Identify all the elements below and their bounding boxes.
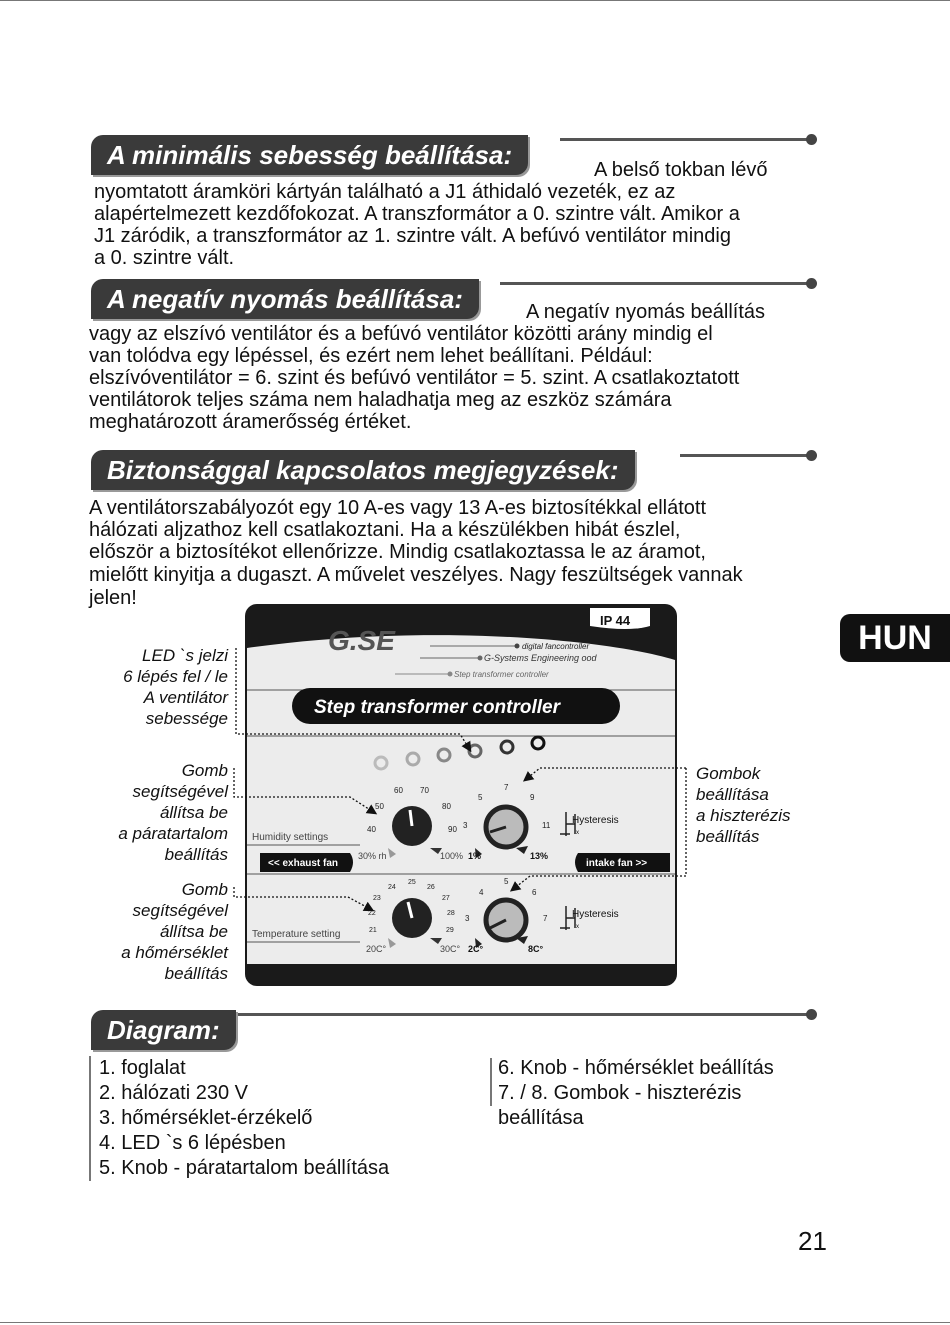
neg-pressure-line-3: van tolódva egy lépéssel, és ezért nem lehet beállítani. Például: <box>89 345 653 367</box>
annotation-line: beállítás <box>164 964 228 983</box>
hyst2-tick: 6 <box>532 888 537 897</box>
hysteresis-x-2: x <box>576 924 579 930</box>
humidity-tick: 80 <box>442 802 451 811</box>
list-item: 7. / 8. Gombok - hiszterézis <box>498 1082 742 1104</box>
brand-line-1: digital fancontroller <box>522 642 590 651</box>
annotation-humidity-knob <box>90 760 228 865</box>
list-item: 2. hálózati 230 V <box>99 1082 248 1104</box>
device-logo: G.SE <box>328 625 395 656</box>
temp-tick: 25 <box>408 879 416 886</box>
annotation-line: a páratartalom <box>118 824 228 843</box>
list-item: 5. Knob - páratartalom beállítása <box>99 1157 390 1179</box>
annotation-line: Gombok <box>696 764 761 783</box>
hyst1-tick: 11 <box>542 821 551 830</box>
controller-panel-illustration <box>230 600 695 990</box>
annotation-hysteresis <box>696 763 790 847</box>
safety-line-4: mielőtt kinyitja a dugaszt. A művelet veszélyes. Nagy feszültségek vannak <box>89 564 743 586</box>
annotation-line: 6 lépés fel / le <box>123 667 228 686</box>
section-heading-safety: Biztonsággal kapcsolatos megjegyzések: <box>91 450 635 490</box>
temperature-setting-label: Temperature setting <box>252 929 341 940</box>
hyst2-tick: 7 <box>543 914 548 923</box>
section-rule <box>560 138 810 141</box>
list-divider <box>490 1058 492 1106</box>
rule-end-dot <box>806 134 817 145</box>
brand-line-3: Step transformer controller <box>454 670 549 679</box>
safety-line-1: A ventilátorszabályozót egy 10 A-es vagy 13 A-es biztosítékkal ellátott <box>89 497 707 519</box>
hysteresis-label-1: Hysteresis <box>572 815 619 826</box>
annotation-line: sebessége <box>145 709 228 728</box>
annotation-led <box>90 645 228 729</box>
annotation-line: a hőmérséklet <box>121 943 228 962</box>
section-rule <box>680 454 810 457</box>
annotation-temp-knob <box>90 879 228 984</box>
min-speed-line-1: A belső tokban lévő <box>594 159 768 181</box>
diagram-list-left <box>89 1056 389 1181</box>
language-tab: HUN <box>840 614 950 662</box>
hyst2-tick: 3 <box>465 914 470 923</box>
list-item: 4. LED `s 6 lépésben <box>99 1132 286 1154</box>
temp-tick: 22 <box>368 910 376 917</box>
hyst1-tick: 3 <box>463 821 468 830</box>
humidity-settings-label: Humidity settings <box>252 832 329 843</box>
annotation-line: segítségével <box>132 901 228 920</box>
section-rule <box>230 1013 810 1016</box>
hyst1-tick: 5 <box>478 793 483 802</box>
min-speed-line-5: a 0. szintre vált. <box>94 247 235 269</box>
temp-tick: 28 <box>447 910 455 917</box>
temp-tick: 23 <box>373 895 381 902</box>
neg-pressure-line-2: vagy az elszívó ventilátor és a befúvó ventilátor közötti arány mindig el <box>89 323 713 345</box>
temp-tick: 24 <box>388 884 396 891</box>
neg-pressure-line-1: A negatív nyomás beállítás <box>526 301 766 323</box>
humidity-tick: 40 <box>367 825 376 834</box>
annotation-line: állítsa be <box>159 922 228 941</box>
min-speed-line-4: J1 záródik, a transzformátor az 1. szintre vált. A befúvó ventilátor mindig <box>94 225 731 247</box>
rule-end-dot <box>806 278 817 289</box>
temp-tick: 21 <box>369 927 377 934</box>
rule-end-dot <box>806 450 817 461</box>
temp-tick: 26 <box>427 884 435 891</box>
humidity-tick: 60 <box>394 786 403 795</box>
neg-pressure-line-5: ventilátorok teljes száma nem haladhatja meg az eszköz számára <box>89 389 672 411</box>
page-top-rule <box>0 0 950 1</box>
list-item: 3. hőmérséklet-érzékelő <box>99 1107 313 1129</box>
annotation-line: a hiszterézis <box>696 806 791 825</box>
list-item: 6. Knob - hőmérséklet beállítás <box>498 1057 774 1079</box>
hyst1-min-label: 1% <box>468 851 482 861</box>
temp-tick: 29 <box>446 927 454 934</box>
section-rule <box>500 282 810 285</box>
brand-line-2: G-Systems Engineering ood <box>484 653 597 663</box>
humidity-min-label: 30% rh <box>358 851 387 861</box>
humidity-tick: 70 <box>420 786 429 795</box>
hysteresis-x-1: x <box>576 830 579 836</box>
min-speed-line-2: nyomtatott áramköri kártyán található a J1 áthidaló vezeték, ez az <box>94 181 676 203</box>
hyst1-max-label: 13% <box>530 851 549 861</box>
min-speed-line-3: alapértelmezett kezdőfokozat. A transzformátor a 0. szintre vált. Amikor a <box>94 203 740 225</box>
exhaust-fan-button[interactable]: << exhaust fan <box>268 858 339 869</box>
neg-pressure-line-6: meghatározott áramerősség értéket. <box>89 411 412 433</box>
hysteresis-label-2: Hysteresis <box>572 909 619 920</box>
section-heading-neg-pressure: A negatív nyomás beállítása: <box>91 279 479 319</box>
annotation-line: beállítás <box>696 827 760 846</box>
temp-max-label: 30C° <box>440 944 461 954</box>
annotation-line: Gomb <box>181 880 228 899</box>
list-item: beállítása <box>498 1107 584 1129</box>
rule-end-dot <box>806 1009 817 1020</box>
humidity-tick: 90 <box>448 825 457 834</box>
hyst2-tick: 4 <box>479 888 484 897</box>
neg-pressure-line-4: elszívóventilátor = 6. szint és befúvó ventilátor = 5. szint. A csatlakoztatott <box>89 367 740 389</box>
intake-fan-button[interactable]: intake fan >> <box>586 858 648 869</box>
annotation-line: segítségével <box>132 782 228 801</box>
annotation-line: LED `s jelzi <box>142 646 228 665</box>
annotation-line: beállítása <box>696 785 769 804</box>
hyst1-tick: 9 <box>530 793 535 802</box>
page-bottom-rule <box>0 1322 950 1323</box>
hyst2-max-label: 8C° <box>528 944 544 954</box>
temp-min-label: 20C° <box>366 944 387 954</box>
banner-text: Step transformer controller <box>314 697 560 718</box>
list-item: 1. foglalat <box>99 1057 186 1079</box>
page-number: 21 <box>798 1226 827 1256</box>
ip-rating: IP 44 <box>600 613 631 628</box>
section-heading-min-speed: A minimális sebesség beállítása: <box>91 135 528 175</box>
humidity-max-label: 100% <box>440 851 464 861</box>
safety-line-5: jelen! <box>89 587 137 609</box>
annotation-line: állítsa be <box>159 803 228 822</box>
humidity-tick: 50 <box>375 802 384 811</box>
section-heading-diagram: Diagram: <box>91 1010 236 1050</box>
annotation-line: A ventilátor <box>143 688 228 707</box>
hyst2-tick: 5 <box>504 877 509 886</box>
annotation-line: Gomb <box>181 761 228 780</box>
safety-line-2: hálózati aljzathoz kell csatlakoztani. Ha a készülékben hibát észlel, <box>89 519 681 541</box>
hyst2-min-label: 2C° <box>468 944 484 954</box>
temp-tick: 27 <box>442 895 450 902</box>
diagram-list-right <box>490 1056 774 1131</box>
safety-line-3: először a biztosítékot ellenőrizze. Mindig csatlakoztassa le az áramot, <box>89 541 706 563</box>
hyst1-tick: 7 <box>504 783 509 792</box>
annotation-line: beállítás <box>164 845 228 864</box>
